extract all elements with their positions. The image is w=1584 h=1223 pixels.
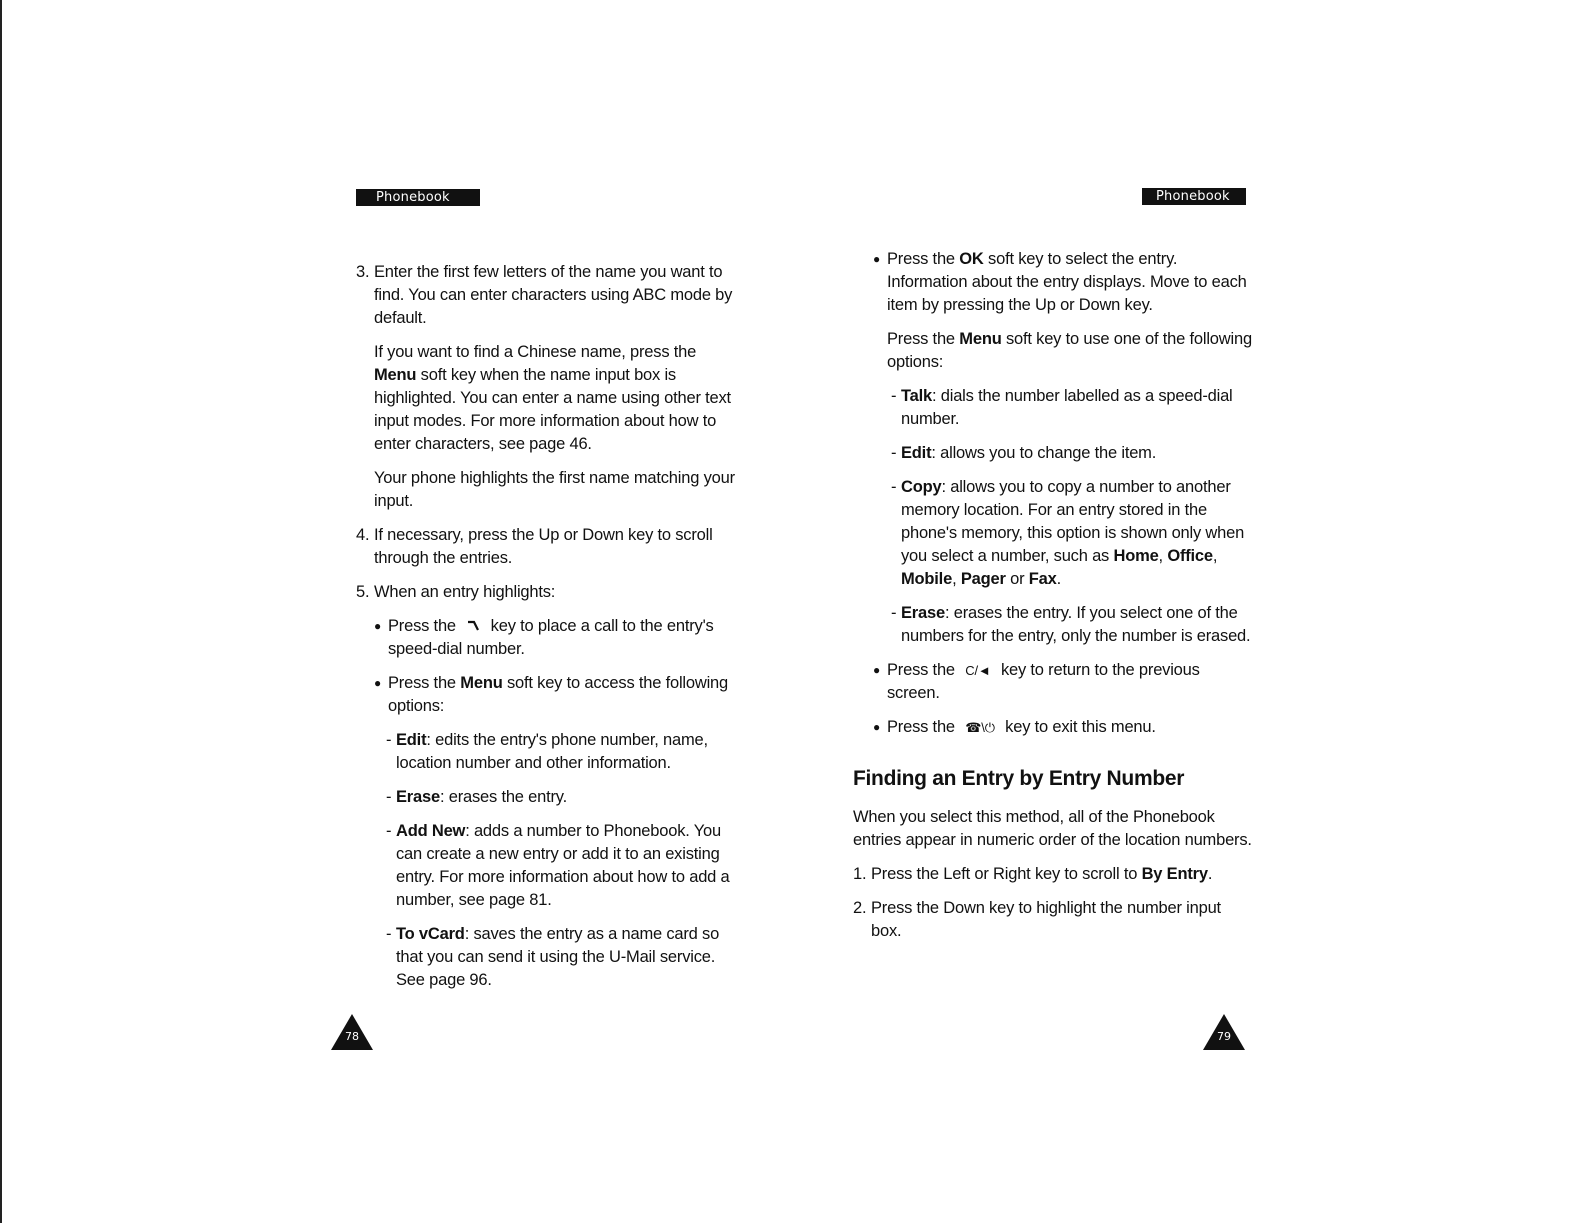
section-tab-left: Phonebook xyxy=(356,189,480,206)
option-add-new: - Add New: adds a number to Phonebook. You can create a new entry or add it to an existing entry. For more information about how to add a number, see page 81. xyxy=(386,822,730,909)
left-page-column xyxy=(356,261,736,1003)
step-text: If necessary, press the Up or Down key to scroll through the entries. xyxy=(374,526,713,567)
menu-key-label: Menu xyxy=(959,330,1002,348)
bullet-icon: ● xyxy=(873,720,881,734)
step-number: 4. xyxy=(356,526,370,544)
step-2 xyxy=(853,897,1253,943)
step-5 xyxy=(356,581,736,604)
page-number: 79 xyxy=(1217,1030,1231,1043)
entry-options-list xyxy=(873,385,1253,648)
menu-key-label: Menu xyxy=(460,674,503,692)
option-edit: - Edit: allows you to change the item. xyxy=(891,444,1157,462)
option-copy: - Copy: allows you to copy a number to another memory location. For an entry stored in the phone's memory, this option is shown only when you select a number, such as Home, Office, Mobile, Pager or Fax. xyxy=(891,478,1245,588)
option-edit: - Edit: edits the entry's phone number, name, location number and other information. xyxy=(386,731,708,772)
page-edge-line xyxy=(0,0,2,1223)
paragraph-chinese-name: If you want to find a Chinese name, press the Menu soft key when the name input box is highlighted. You can enter a name using other text input modes. For more information about how to enter characters, see page 46. xyxy=(374,343,731,453)
paragraph-highlight: Your phone highlights the first name matching your input. xyxy=(374,469,735,510)
bullet-call: ● Press the key to place a call to the entry's speed-dial number. xyxy=(374,615,736,661)
page-number-marker-left xyxy=(329,1012,375,1052)
menu-key-label: Menu xyxy=(374,366,417,384)
bullet-end-key: ● Press the ☎\⏻ key to exit this menu. xyxy=(873,716,1253,739)
option-erase: - Erase: erases the entry. xyxy=(386,788,568,806)
section-tab-right: Phonebook xyxy=(1142,188,1246,205)
step-number: 3. xyxy=(356,263,370,281)
option-talk: - Talk: dials the number labelled as a speed-dial number. xyxy=(891,387,1233,428)
step-text: Enter the first few letters of the name you want to find. You can enter characters using ABC mode by default. xyxy=(374,263,733,327)
section-heading: Finding an Entry by Entry Number xyxy=(853,767,1185,790)
bullet-icon: ● xyxy=(873,252,881,266)
ok-key-label: OK xyxy=(959,250,984,268)
step-number: 5. xyxy=(356,583,370,601)
end-power-key-icon: ☎\⏻ xyxy=(965,720,995,735)
send-key-icon xyxy=(466,619,480,633)
clear-key-icon: C/◄ xyxy=(965,663,991,678)
page-number: 78 xyxy=(345,1030,359,1043)
option-erase: - Erase: erases the entry. If you select one of the numbers for the entry, only the number is erased. xyxy=(891,604,1251,645)
bullet-ok: ● Press the OK soft key to select the entry. Information about the entry displays. Move to each item by pressing the Up or Down key. xyxy=(873,248,1253,317)
bullet-icon: ● xyxy=(374,619,382,633)
bullet-menu: ● Press the Menu soft key to access the following options: xyxy=(374,672,736,718)
step-number: 2. xyxy=(853,899,867,917)
bullet-icon: ● xyxy=(873,663,881,677)
step-5-bullets xyxy=(356,615,736,992)
paragraph-menu-options: Press the Menu soft key to use one of the following options: xyxy=(887,330,1252,371)
step-number: 1. xyxy=(853,865,867,883)
bullet-clear-key: ● Press the C/◄ key to return to the previous screen. xyxy=(873,659,1253,705)
step-1: 1. Press the Left or Right key to scroll to By Entry. xyxy=(853,863,1253,886)
bullet-icon: ● xyxy=(374,676,382,690)
step-3 xyxy=(356,261,736,330)
right-page-column xyxy=(853,248,1253,954)
page-number-marker-right xyxy=(1201,1012,1247,1052)
paragraph-intro: When you select this method, all of the Phonebook entries appear in numeric order of the location numbers. xyxy=(853,808,1252,849)
option-to-vcard: - To vCard: saves the entry as a name card so that you can send it using the U-Mail service. See page 96. xyxy=(386,925,720,989)
step-4 xyxy=(356,524,736,570)
step-text: Press the Down key to highlight the number input box. xyxy=(871,899,1221,940)
menu-options-list xyxy=(374,729,736,992)
step-text: When an entry highlights: xyxy=(374,583,556,601)
